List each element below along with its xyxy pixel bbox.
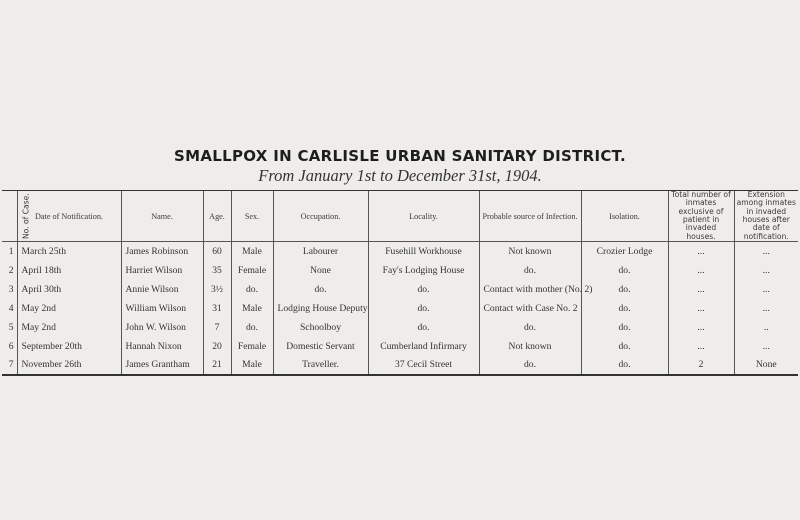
cell-source: Contact with mother (No. 2) [479,280,581,299]
cell-sex: do. [231,280,273,299]
cell-source: Not known [479,337,581,356]
cell-isolation: do. [581,280,668,299]
cell-sex: Male [231,242,273,261]
cell-locality: do. [368,280,479,299]
header-total-inmates: Total number of inmates exclusive of patient in invaded houses. [668,191,734,242]
cell-total-inmates: ... [668,337,734,356]
cell-total-inmates: ... [668,318,734,337]
cell-date: September 20th [17,337,121,356]
cell-name: Annie Wilson [121,280,203,299]
cell-occupation: None [273,261,368,280]
cell-sex: Female [231,261,273,280]
cell-date: May 2nd [17,299,121,318]
cell-case-number: 7 [2,356,17,375]
document-title: SMALLPOX IN CARLISLE URBAN SANITARY DISTRICT. [174,147,626,165]
cell-name: James Grantham [121,356,203,375]
cell-isolation: do. [581,356,668,375]
cell-occupation: Traveller. [273,356,368,375]
document-subtitle: From January 1st to December 31st, 1904. [258,166,542,185]
cell-date: November 26th [17,356,121,375]
cell-occupation: Schoolboy [273,318,368,337]
cell-name: John W. Wilson [121,318,203,337]
cell-occupation: Labourer [273,242,368,261]
cell-locality: 37 Cecil Street [368,356,479,375]
cell-source: do. [479,261,581,280]
cell-locality: Cumberland Infirmary [368,337,479,356]
cell-extension: ... [734,242,798,261]
cell-locality: Fusehill Workhouse [368,242,479,261]
cell-total-inmates: ... [668,280,734,299]
cell-case-number: 1 [8,245,14,257]
cell-locality: do. [368,299,479,318]
header-locality: Locality. [368,191,479,242]
cell-age: 7 [203,318,231,337]
cell-age: 20 [203,337,231,356]
header-sex: Sex. [231,191,273,242]
cell-total-inmates: 2 [668,356,734,375]
table-row [2,242,798,261]
cell-extension: ... [734,299,798,318]
table-row [2,356,798,375]
cell-isolation: do. [581,261,668,280]
header-isolation: Isolation. [581,191,668,242]
cell-isolation: do. [581,318,668,337]
cell-extension: None [734,356,798,375]
cell-sex: Male [231,356,273,375]
header-row [2,191,798,242]
table-body [2,242,798,375]
cell-name: Harriet Wilson [121,261,203,280]
table-row [2,261,798,280]
cell-name: Hannah Nixon [121,337,203,356]
table-row [2,337,798,356]
cell-date: April 30th [17,280,121,299]
cell-case-number: 5 [8,321,14,333]
cell-total-inmates: ... [668,299,734,318]
cell-source: Contact with Case No. 2 [479,299,581,318]
cell-extension: .. [734,318,798,337]
header-case-number: No. of Case. [2,191,17,242]
cell-locality: do. [368,318,479,337]
cell-case-number: 4 [8,302,14,314]
cell-occupation: do. [273,280,368,299]
cell-total-inmates: ... [668,242,734,261]
header-date: Date of Notification. [17,191,121,242]
cell-sex: Male [231,299,273,318]
cell-total-inmates: ... [668,261,734,280]
cell-date: March 25th [17,242,121,261]
cell-sex: Female [231,337,273,356]
cell-age: 3½ [203,280,231,299]
cell-extension: ... [734,261,798,280]
cell-age: 60 [203,242,231,261]
header-extension: Extension among inmates in invaded houses after date of notification. [734,191,798,242]
cell-isolation: do. [581,337,668,356]
cell-sex: do. [231,318,273,337]
cell-case-number: 6 [8,340,14,352]
cell-date: May 2nd [17,318,121,337]
smallpox-cases-table [2,190,798,376]
cell-age: 21 [203,356,231,375]
cell-isolation: Crozier Lodge [581,242,668,261]
table-row [2,280,798,299]
cell-source: do. [479,356,581,375]
table-row [2,318,798,337]
header-name: Name. [121,191,203,242]
cell-age: 35 [203,261,231,280]
cell-source: Not known [479,242,581,261]
cell-extension: ... [734,337,798,356]
cell-occupation: Lodging House Deputy [273,299,368,318]
cell-source: do. [479,318,581,337]
cell-case-number: 3 [8,283,14,295]
cell-locality: Fay's Lodging House [368,261,479,280]
header-source: Probable source of Infection. [479,191,581,242]
cell-case-number: 2 [8,264,14,276]
header-occupation: Occupation. [273,191,368,242]
cell-name: James Robinson [121,242,203,261]
table-row [2,299,798,318]
cell-age: 31 [203,299,231,318]
table-header [2,191,798,242]
cell-date: April 18th [17,261,121,280]
cell-extension: ... [734,280,798,299]
cell-name: William Wilson [121,299,203,318]
cell-occupation: Domestic Servant [273,337,368,356]
cell-isolation: do. [581,299,668,318]
header-age: Age. [203,191,231,242]
